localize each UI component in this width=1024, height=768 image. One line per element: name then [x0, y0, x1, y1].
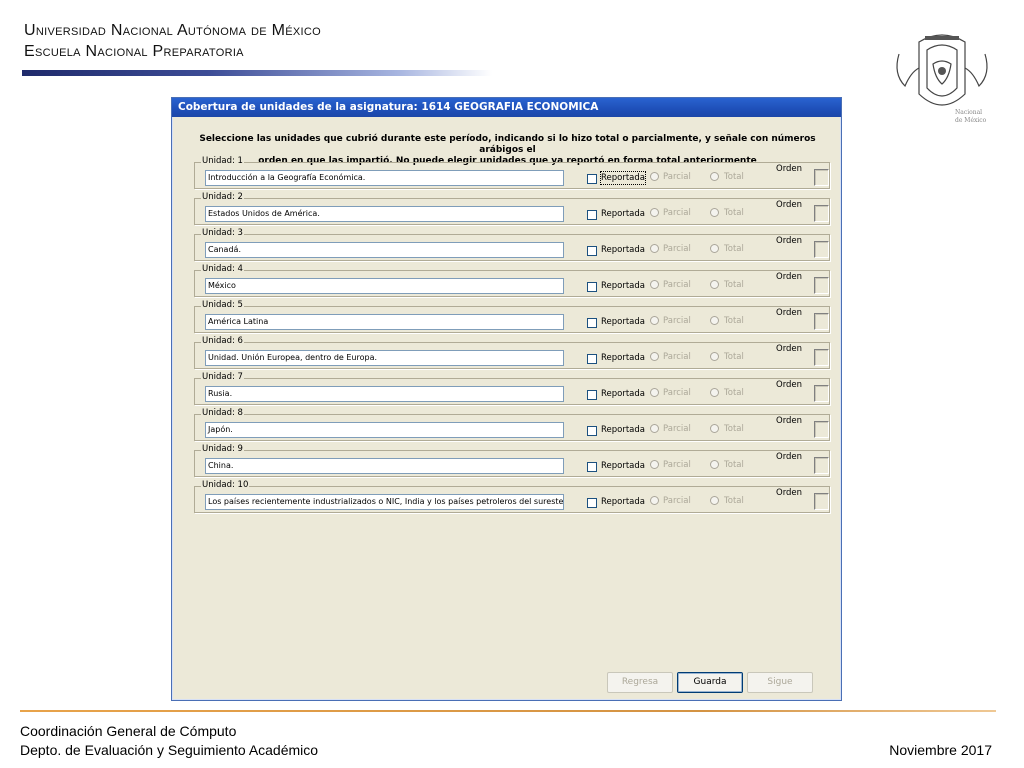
partial-radio[interactable] — [650, 460, 659, 469]
unit-name-field[interactable]: China. — [205, 458, 564, 474]
total-radio[interactable] — [710, 460, 719, 469]
reported-label[interactable]: Reportada — [601, 317, 645, 327]
reported-label[interactable]: Reportada — [601, 173, 645, 183]
svg-text:Nacional: Nacional — [955, 109, 983, 116]
unit-group — [194, 336, 830, 369]
partial-label: Parcial — [663, 172, 691, 182]
svg-text:de México: de México — [955, 117, 987, 124]
partial-radio[interactable] — [650, 172, 659, 181]
unit-group — [194, 480, 830, 513]
total-radio[interactable] — [710, 316, 719, 325]
unit-name-field[interactable]: Canadá. — [205, 242, 564, 258]
unit-legend: Unidad: 1 — [202, 156, 243, 166]
slide-header — [24, 20, 321, 62]
total-label: Total — [724, 208, 744, 218]
unit-name-field[interactable]: Los países recientemente industrializados o NIC, India y los países petroleros del sureste — [205, 494, 564, 510]
partial-label: Parcial — [663, 316, 691, 326]
reported-label[interactable]: Reportada — [601, 281, 645, 291]
reported-label[interactable]: Reportada — [601, 497, 645, 507]
partial-radio[interactable] — [650, 244, 659, 253]
order-label: Orden — [776, 416, 803, 426]
unit-name-field[interactable]: Unidad. Unión Europea, dentro de Europa. — [205, 350, 564, 366]
order-label: Orden — [776, 236, 803, 246]
footer-department: Depto. de Evaluación y Seguimiento Académico — [20, 742, 319, 758]
total-radio[interactable] — [710, 244, 719, 253]
order-label: Orden — [776, 272, 803, 282]
total-radio[interactable] — [710, 208, 719, 217]
order-input[interactable] — [814, 385, 829, 402]
partial-label: Parcial — [663, 280, 691, 290]
coverage-dialog — [171, 97, 842, 701]
partial-label: Parcial — [663, 460, 691, 470]
total-label: Total — [724, 388, 744, 398]
unit-legend: Unidad: 9 — [202, 444, 243, 454]
order-label: Orden — [776, 380, 803, 390]
order-input[interactable] — [814, 457, 829, 474]
unit-group — [194, 264, 830, 297]
unit-legend: Unidad: 6 — [202, 336, 243, 346]
unit-legend: Unidad: 5 — [202, 300, 243, 310]
partial-label: Parcial — [663, 208, 691, 218]
total-radio[interactable] — [710, 172, 719, 181]
total-label: Total — [724, 172, 744, 182]
reported-label[interactable]: Reportada — [601, 209, 645, 219]
partial-radio[interactable] — [650, 316, 659, 325]
total-label: Total — [724, 244, 744, 254]
footer-date: Noviembre 2017 — [889, 742, 992, 758]
total-radio[interactable] — [710, 424, 719, 433]
footer-info — [20, 722, 318, 760]
unam-coat-of-arms-icon — [889, 24, 995, 128]
order-input[interactable] — [814, 277, 829, 294]
total-label: Total — [724, 280, 744, 290]
footer-divider — [20, 710, 996, 712]
unit-legend: Unidad: 8 — [202, 408, 243, 418]
order-input[interactable] — [814, 169, 829, 186]
partial-label: Parcial — [663, 388, 691, 398]
total-label: Total — [724, 352, 744, 362]
reported-label[interactable]: Reportada — [601, 461, 645, 471]
unit-legend: Unidad: 7 — [202, 372, 243, 382]
reported-label[interactable]: Reportada — [601, 353, 645, 363]
unit-group — [194, 192, 830, 225]
total-label: Total — [724, 496, 744, 506]
unit-name-field[interactable]: Estados Unidos de América. — [205, 206, 564, 222]
partial-radio[interactable] — [650, 496, 659, 505]
unit-legend: Unidad: 2 — [202, 192, 243, 202]
reported-label[interactable]: Reportada — [601, 389, 645, 399]
reported-checkbox[interactable] — [587, 246, 597, 256]
reported-checkbox[interactable] — [587, 426, 597, 436]
unit-group — [194, 408, 830, 441]
unit-name-field[interactable]: Introducción a la Geografía Económica. — [205, 170, 564, 186]
partial-label: Parcial — [663, 424, 691, 434]
header-gradient-bar — [22, 70, 492, 76]
partial-radio[interactable] — [650, 388, 659, 397]
total-radio[interactable] — [710, 388, 719, 397]
reported-checkbox[interactable] — [587, 174, 597, 184]
order-label: Orden — [776, 308, 803, 318]
reported-checkbox[interactable] — [587, 318, 597, 328]
total-label: Total — [724, 424, 744, 434]
unit-group — [194, 444, 830, 477]
partial-radio[interactable] — [650, 424, 659, 433]
total-label: Total — [724, 460, 744, 470]
reported-checkbox[interactable] — [587, 210, 597, 220]
footer-coordination: Coordinación General de Cómputo — [20, 723, 237, 739]
order-label: Orden — [776, 488, 803, 498]
order-label: Orden — [776, 452, 803, 462]
reported-checkbox[interactable] — [587, 390, 597, 400]
order-input[interactable] — [814, 349, 829, 366]
partial-radio[interactable] — [650, 280, 659, 289]
next-button[interactable]: Sigue — [747, 672, 813, 693]
unit-name-field[interactable]: México — [205, 278, 564, 294]
unit-group — [194, 372, 830, 405]
unit-legend: Unidad: 3 — [202, 228, 243, 238]
reported-label[interactable]: Reportada — [601, 425, 645, 435]
unit-group — [194, 228, 830, 261]
partial-radio[interactable] — [650, 208, 659, 217]
partial-radio[interactable] — [650, 352, 659, 361]
unit-legend: Unidad: 4 — [202, 264, 243, 274]
unit-name-field[interactable]: Japón. — [205, 422, 564, 438]
partial-label: Parcial — [663, 496, 691, 506]
order-input[interactable] — [814, 421, 829, 438]
university-name: Universidad Nacional Autónoma de México — [24, 22, 321, 39]
reported-checkbox[interactable] — [587, 498, 597, 508]
reported-checkbox[interactable] — [587, 282, 597, 292]
reported-label[interactable]: Reportada — [601, 245, 645, 255]
dialog-instructions: Seleccione las unidades que cubrió durante este período, indicando si lo hizo total o parcialmente, y señale con números arábigos el orden en que las impartió. No puede elegir unidades que ya reportó en forma total anteriormente — [199, 134, 816, 166]
reported-checkbox[interactable] — [587, 354, 597, 364]
total-radio[interactable] — [710, 280, 719, 289]
total-radio[interactable] — [710, 352, 719, 361]
partial-label: Parcial — [663, 244, 691, 254]
order-label: Orden — [776, 164, 803, 174]
save-button[interactable]: Guarda — [677, 672, 743, 693]
order-input[interactable] — [814, 205, 829, 222]
back-button[interactable]: Regresa — [607, 672, 673, 693]
order-label: Orden — [776, 344, 803, 354]
unit-name-field[interactable]: Rusia. — [205, 386, 564, 402]
order-input[interactable] — [814, 241, 829, 258]
total-radio[interactable] — [710, 496, 719, 505]
dialog-title: Cobertura de unidades de la asignatura: 1614 GEOGRAFIA ECONOMICA — [172, 98, 841, 117]
unit-name-field[interactable]: América Latina — [205, 314, 564, 330]
partial-label: Parcial — [663, 352, 691, 362]
order-label: Orden — [776, 200, 803, 210]
order-input[interactable] — [814, 313, 829, 330]
order-input[interactable] — [814, 493, 829, 510]
unit-group — [194, 300, 830, 333]
school-name: Escuela Nacional Preparatoria — [24, 43, 244, 60]
unit-legend: Unidad: 10 — [202, 480, 249, 490]
total-label: Total — [724, 316, 744, 326]
unit-group — [194, 156, 830, 189]
reported-checkbox[interactable] — [587, 462, 597, 472]
